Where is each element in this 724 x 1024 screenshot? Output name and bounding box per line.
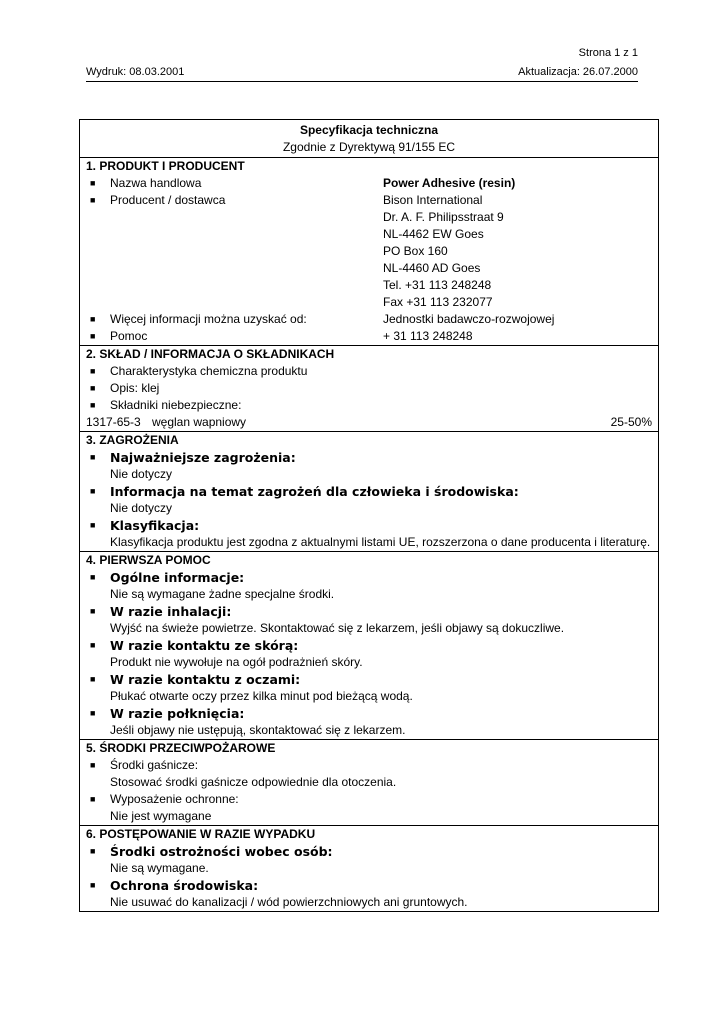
body-text: Nie jest wymagane	[110, 809, 212, 823]
more-info-label: Więcej informacji można uzyskać od:	[110, 312, 307, 326]
bullet-icon: ■	[90, 452, 96, 462]
bullet-icon: ■	[90, 178, 96, 188]
bullet-icon: ■	[90, 366, 96, 376]
bullet-icon: ■	[90, 606, 96, 616]
bullet-icon: ■	[90, 314, 96, 324]
subheading: W razie kontaktu ze skórą:	[110, 638, 299, 653]
bullet-icon: ■	[90, 195, 96, 205]
section-product	[80, 158, 658, 346]
body-text: Stosować środki gaśnicze odpowiednie dla otoczenia.	[110, 775, 397, 789]
producer-line: Bison International	[383, 193, 483, 207]
print-date: Wydruk: 08.03.2001	[86, 66, 185, 78]
section-title: 5. ŚRODKI PRZECIWPOŻAROWE	[86, 741, 276, 755]
help-row	[86, 328, 652, 345]
bullet-icon: ■	[90, 846, 96, 856]
concentration: 25-50%	[610, 415, 652, 429]
subheading: Środki ostrożności wobec osób:	[110, 844, 333, 859]
bullet-icon: ■	[90, 640, 96, 650]
body-text: Płukać otwarte oczy przez kilka minut pod bieżącą wodą.	[110, 689, 413, 703]
document-subtitle: Zgodnie z Dyrektywą 91/155 EC	[282, 140, 456, 154]
subheading: Informacja na temat zagrożeń dla człowieka i środowiska:	[110, 484, 519, 499]
body-text: Jeśli objawy nie ustępują, skontaktować się z lekarzem.	[110, 723, 406, 737]
bullet-icon: ■	[90, 331, 96, 341]
section-first-aid	[80, 552, 658, 740]
bullet-icon: ■	[90, 520, 96, 530]
subheading: Wyposażenie ochronne:	[110, 792, 239, 806]
bullet-icon: ■	[90, 400, 96, 410]
section-title: 1. PRODUKT I PRODUCENT	[86, 159, 245, 173]
page-header	[86, 44, 638, 84]
cas-number: 1317-65-3	[86, 415, 141, 429]
help-label: Pomoc	[110, 329, 148, 343]
section-title: 6. POSTĘPOWANIE W RAZIE WYPADKU	[86, 827, 316, 841]
trade-name-label: Nazwa handlowa	[110, 176, 202, 190]
specification-table	[79, 119, 659, 912]
document-title: Specyfikacja techniczna	[299, 123, 439, 137]
section-title: 4. PIERWSZA POMOC	[86, 553, 211, 567]
producer-label: Producent / dostawca	[110, 193, 226, 207]
producer-line: Dr. A. F. Philipsstraat 9	[383, 210, 504, 224]
subheading: Ogólne informacje:	[110, 570, 245, 585]
section-fire-fighting	[80, 740, 658, 826]
trade-name-row	[86, 175, 652, 192]
bullet-icon: ■	[90, 674, 96, 684]
subheading: W razie inhalacji:	[110, 604, 232, 619]
title-block	[80, 120, 658, 158]
section-title: 3. ZAGROŻENIA	[86, 433, 179, 447]
body-text: Klasyfikacja produktu jest zgodna z aktualnymi listami UE, rozszerzona o dane producenta i literaturę.	[110, 535, 651, 549]
body-text: Nie są wymagane.	[110, 861, 209, 875]
bullet-icon: ■	[90, 794, 96, 804]
more-info-row	[86, 311, 652, 328]
section-title: 2. SKŁAD / INFORMACJA O SKŁADNIKACH	[86, 347, 335, 361]
producer-line: PO Box 160	[383, 244, 448, 258]
subheading: W razie kontaktu z oczami:	[110, 672, 301, 687]
subheading: Ochrona środowiska:	[110, 878, 259, 893]
subheading: Najważniejsze zagrożenia:	[110, 450, 296, 465]
body-text: Nie są wymagane żadne specjalne środki.	[110, 587, 335, 601]
list-item: Charakterystyka chemiczna produktu	[110, 364, 308, 378]
update-date: Aktualizacja: 26.07.2000	[518, 66, 638, 78]
header-divider	[86, 81, 638, 82]
body-text: Nie dotyczy	[110, 467, 173, 481]
producer-line: NL-4460 AD Goes	[383, 261, 481, 275]
help-value: + 31 113 248248	[383, 329, 473, 343]
section-hazards	[80, 432, 658, 552]
section-accidental-release	[80, 826, 658, 911]
bullet-icon: ■	[90, 486, 96, 496]
subheading: Klasyfikacja:	[110, 518, 200, 533]
producer-line: NL-4462 EW Goes	[383, 227, 484, 241]
body-text: Wyjść na świeże powietrze. Skontaktować się z lekarzem, jeśli objawy są dokuczliwe.	[110, 621, 565, 635]
list-item: Opis: klej	[110, 381, 160, 395]
list-item: Składniki niebezpieczne:	[110, 398, 242, 412]
body-text: Produkt nie wywołuje na ogół podrażnień skóry.	[110, 655, 363, 669]
producer-row	[86, 192, 652, 209]
bullet-icon: ■	[90, 572, 96, 582]
chemical-name: węglan wapniowy	[152, 415, 247, 429]
bullet-icon: ■	[90, 760, 96, 770]
producer-line: Tel. +31 113 248248	[383, 278, 492, 292]
body-text: Nie dotyczy	[110, 501, 173, 515]
page-number: Strona 1 z 1	[578, 47, 638, 59]
bullet-icon: ■	[90, 383, 96, 393]
bullet-icon: ■	[90, 708, 96, 718]
more-info-value: Jednostki badawczo-rozwojowej	[383, 312, 555, 326]
subheading: Środki gaśnicze:	[110, 758, 199, 772]
subheading: W razie połknięcia:	[110, 706, 245, 721]
body-text: Nie usuwać do kanalizacji / wód powierzchniowych ani gruntowych.	[110, 895, 468, 909]
bullet-icon: ■	[90, 880, 96, 890]
trade-name-value: Power Adhesive (resin)	[383, 176, 516, 190]
section-composition	[80, 346, 658, 432]
producer-line: Fax +31 113 232077	[383, 295, 493, 309]
ingredient-row	[86, 414, 652, 431]
